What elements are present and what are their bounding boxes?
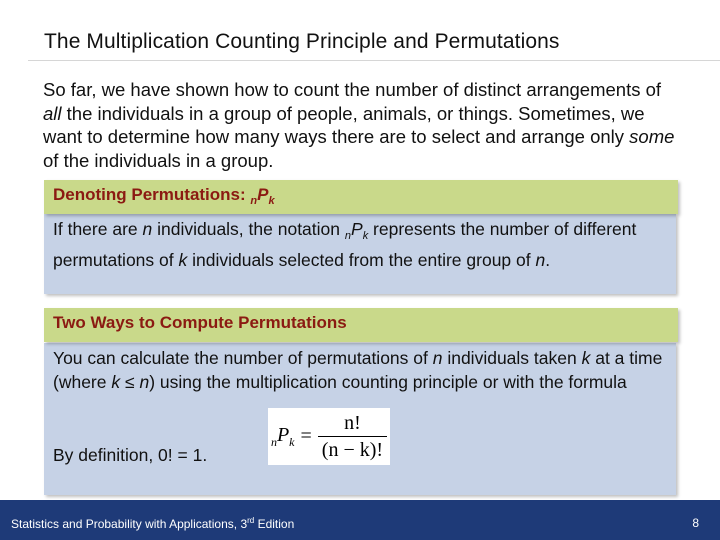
var-k: k <box>178 250 188 270</box>
formula-fraction <box>318 412 387 462</box>
zero-factorial-definition: By definition, 0! = 1. <box>53 445 208 465</box>
formula-var-p: P <box>276 423 290 446</box>
definition-box-body <box>44 214 676 294</box>
formula-lhs <box>271 424 295 450</box>
formula-subscript-n: n <box>270 434 277 449</box>
compute-paragraph <box>53 346 666 394</box>
definition-text: If there are <box>53 219 143 239</box>
var-n: n <box>432 348 443 368</box>
footer-ordinal: rd <box>247 516 255 525</box>
formula-numerator: n! <box>344 411 361 434</box>
compute-text: ≤ <box>120 372 140 392</box>
compute-box-header: Two Ways to Compute Permutations <box>44 308 678 342</box>
formula-subscript-k: k <box>289 434 295 449</box>
definition-box-header <box>44 180 678 214</box>
definition-header-text: Denoting Permutations: <box>53 185 251 204</box>
intro-text-3: of the individuals in a group. <box>43 149 274 171</box>
compute-text: ) using the multiplication counting principle or with the formula <box>149 372 627 392</box>
footer-book-text: Statistics and Probability with Applications, 3 <box>11 517 248 531</box>
definition-text: individuals, the notation <box>152 219 345 239</box>
header-subscript-n: n <box>250 195 258 207</box>
var-k: k <box>581 348 591 368</box>
slide-title: The Multiplication Counting Principle and Permutations <box>44 30 560 53</box>
title-divider <box>28 60 720 61</box>
compute-text: at a time (where <box>53 348 663 392</box>
header-var-p: P <box>257 185 269 204</box>
var-n: n <box>535 250 546 270</box>
var-k: k <box>111 372 121 392</box>
footer-bar <box>0 500 720 540</box>
compute-text: individuals taken <box>442 348 582 368</box>
definition-text: represents the number of different permutations of <box>53 219 637 270</box>
var-p: P <box>351 219 363 239</box>
var-n: n <box>142 219 153 239</box>
page-number: 8 <box>692 516 699 530</box>
compute-text: You can calculate the number of permutations of <box>53 348 433 368</box>
var-n: n <box>139 372 150 392</box>
footer-book-title <box>11 516 294 531</box>
definition-text: individuals selected from the entire group of <box>187 250 536 270</box>
intro-paragraph <box>43 78 683 172</box>
header-subscript-k: k <box>268 195 275 207</box>
intro-text-2: the individuals in a group of people, animals, or things. Sometimes, we want to determine how many ways there are to select and arrange only <box>43 102 645 147</box>
formula-equals: = <box>300 425 312 447</box>
definition-text: . <box>545 250 551 270</box>
subscript-n: n <box>344 230 351 242</box>
subscript-k: k <box>362 230 369 242</box>
footer-book-end: Edition <box>254 517 295 531</box>
formula-denominator: (n − k)! <box>318 436 387 462</box>
intro-emphasis-all: all <box>43 102 62 124</box>
intro-emphasis-some: some <box>629 126 675 147</box>
permutation-formula <box>268 408 390 465</box>
intro-text-1: So far, we have shown how to count the number of distinct arrangements of <box>43 79 662 100</box>
